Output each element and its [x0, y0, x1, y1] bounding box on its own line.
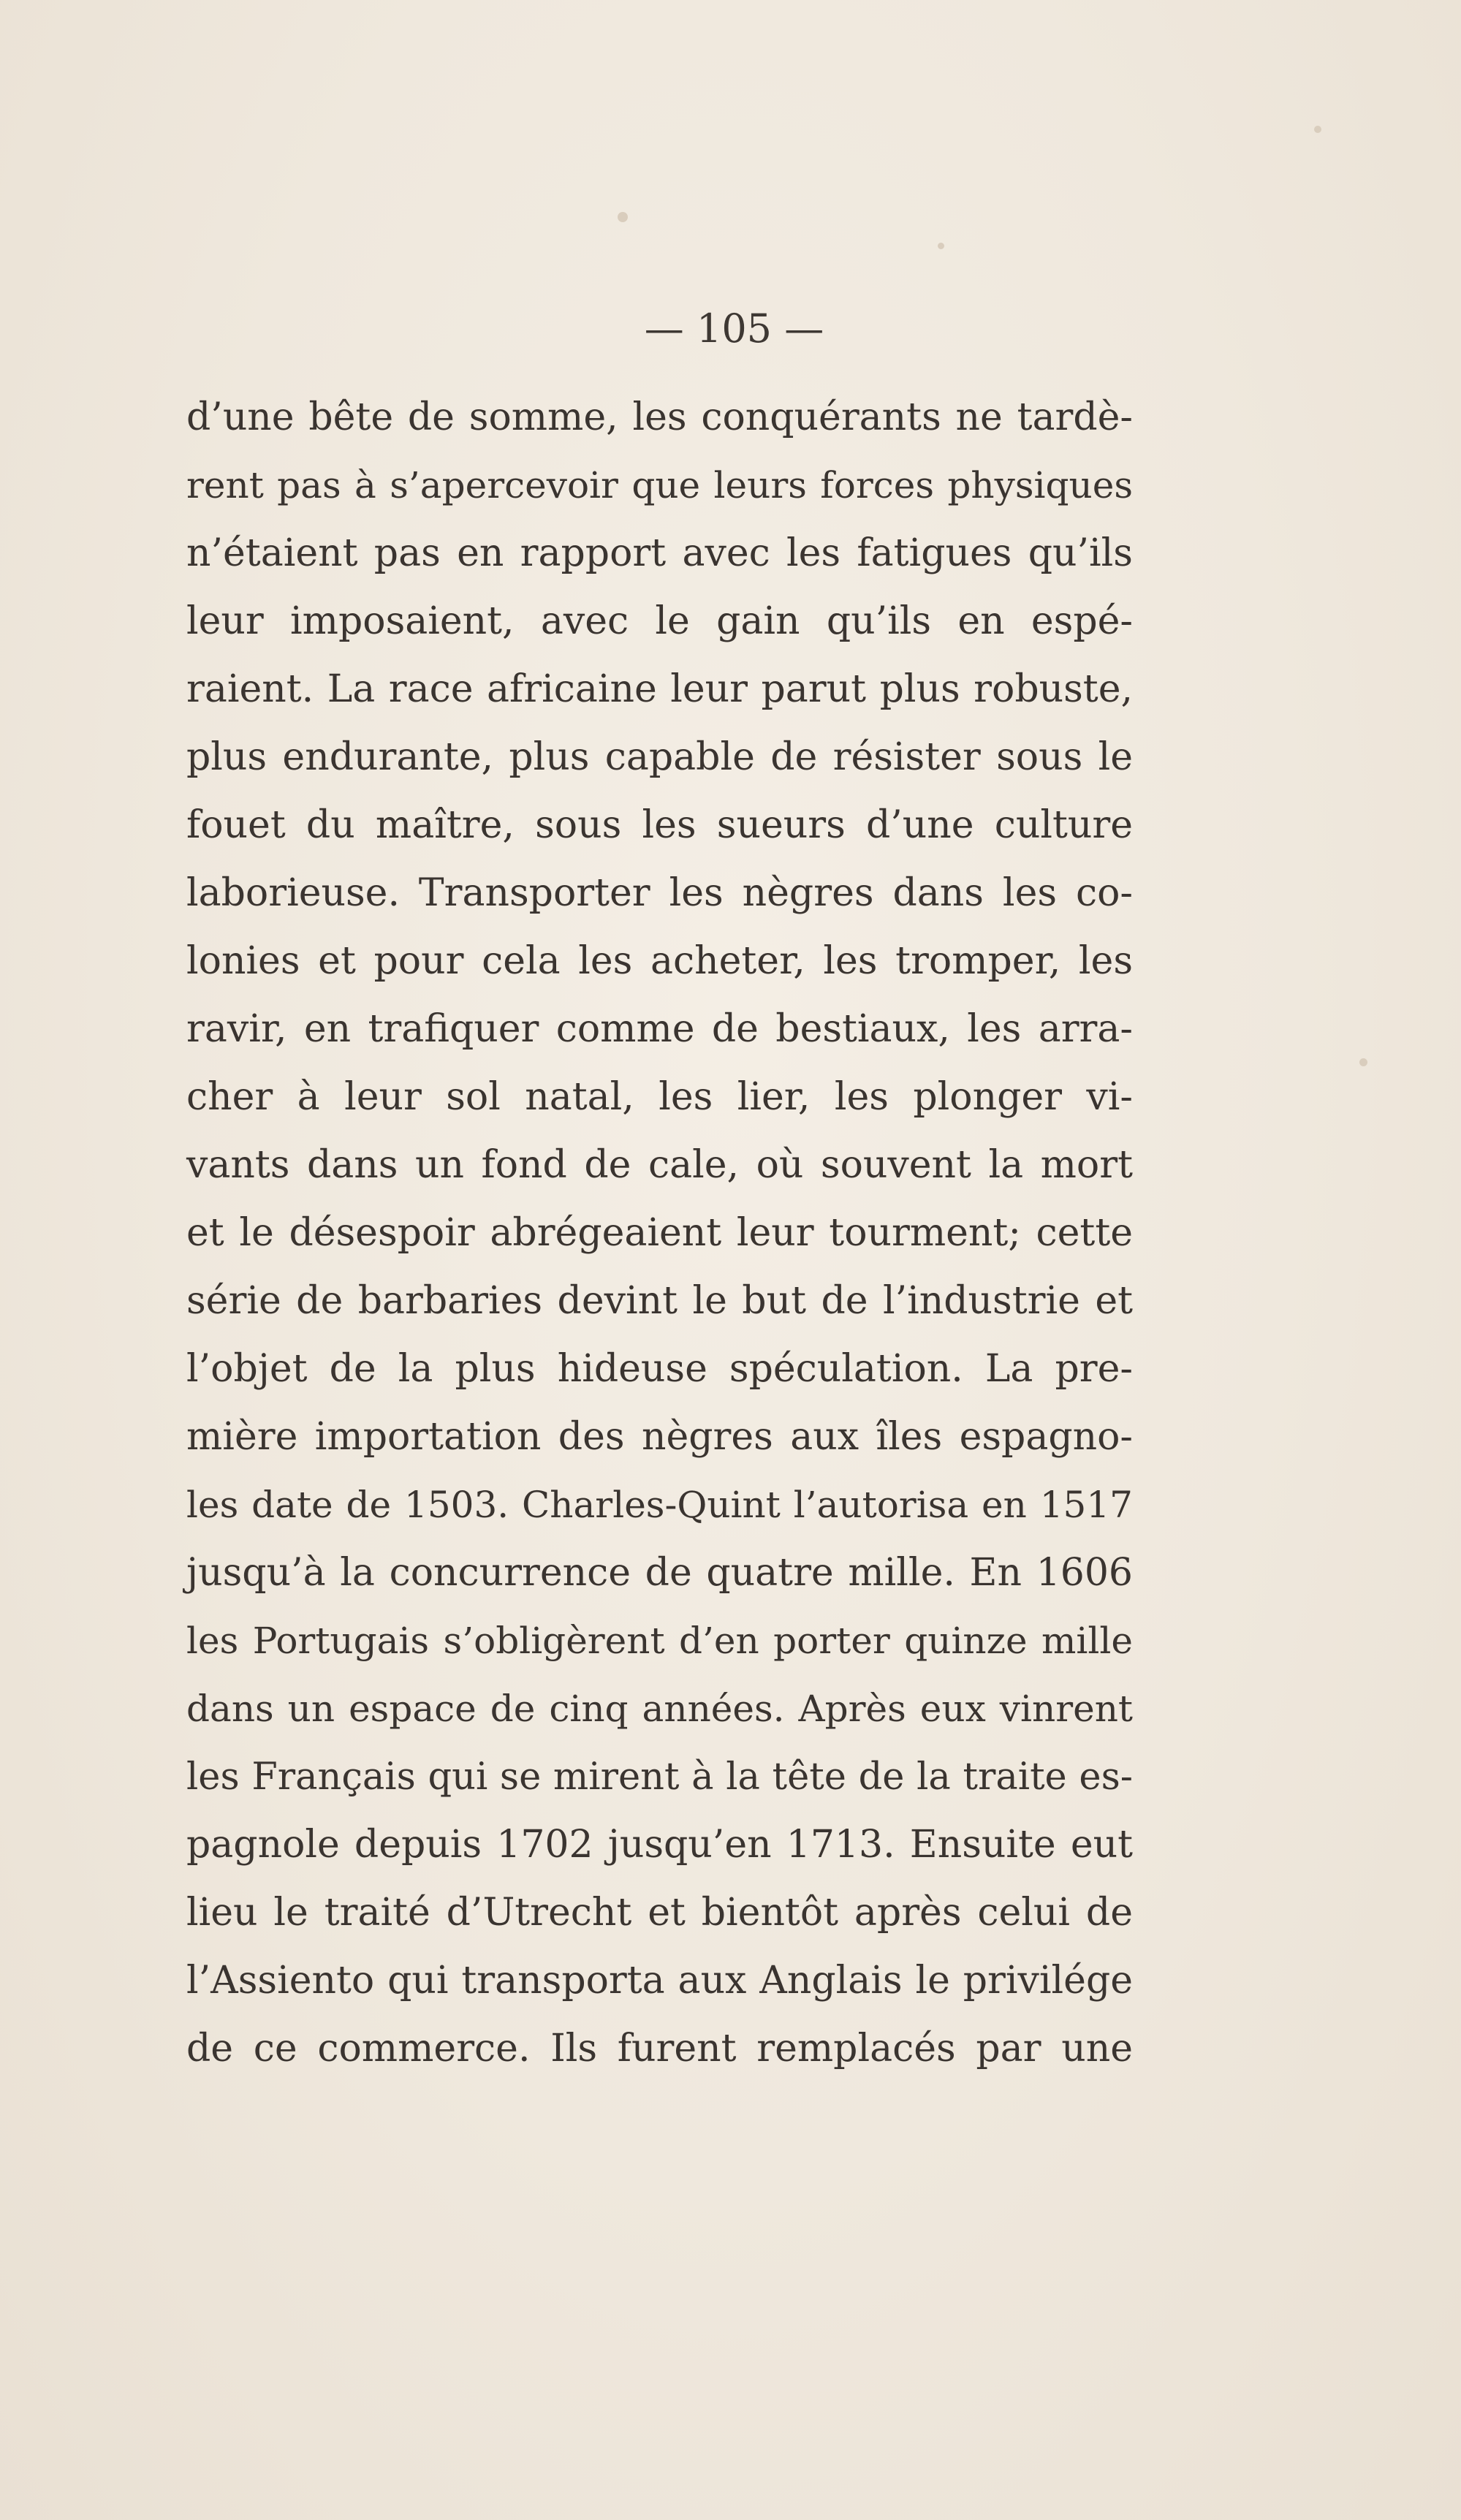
text-line: raient. La race africaine leur parut plus robuste, — [186, 667, 1133, 711]
text-line: les Portugais s’obligèrent d’en porter quinze mille — [186, 1620, 1133, 1662]
text-line: dans un espace de cinq années. Après eux vinrent — [186, 1688, 1133, 1730]
text-line: leur imposaient, avec le gain qu’ils en espé- — [186, 599, 1133, 643]
body-text — [186, 384, 1133, 2083]
paper-speck — [1359, 1058, 1367, 1066]
text-line: laborieuse. Transporter les nègres dans les co- — [186, 871, 1133, 915]
text-line: fouet du maître, sous les sueurs d’une culture — [186, 803, 1133, 847]
page-number: — 105 — — [644, 305, 824, 352]
text-line: lieu le traité d’Utrecht et bientôt après celui de — [186, 1891, 1133, 1935]
text-line: et le désespoir abrégeaient leur tourment; cette — [186, 1211, 1133, 1255]
text-line: pagnole depuis 1702 jusqu’en 1713. Ensuite eut — [186, 1823, 1133, 1867]
paper-speck — [1314, 126, 1321, 133]
text-line: n’étaient pas en rapport avec les fatigues qu’ils — [186, 531, 1133, 575]
text-line: cher à leur sol natal, les lier, les plonger vi- — [186, 1075, 1133, 1119]
paper-speck — [618, 212, 628, 222]
text-line: plus endurante, plus capable de résister sous le — [186, 735, 1133, 779]
text-line: d’une bête de somme, les conquérants ne tardè- — [186, 395, 1133, 439]
text-line: vants dans un fond de cale, où souvent la mort — [186, 1143, 1133, 1187]
paper-speck — [938, 243, 944, 249]
text-line: lonies et pour cela les acheter, les tromper, les — [186, 939, 1133, 983]
text-line: l’Assiento qui transporta aux Anglais le privilége — [186, 1959, 1133, 2003]
text-line: rent pas à s’apercevoir que leurs forces physiques — [186, 464, 1133, 506]
text-line: les Français qui se mirent à la tête de la traite es- — [186, 1756, 1133, 1799]
text-line: mière importation des nègres aux îles espagno- — [186, 1415, 1133, 1459]
text-line: ravir, en trafiquer comme de bestiaux, les arra- — [186, 1007, 1133, 1051]
text-line: les date de 1503. Charles-Quint l’autorisa en 1517 — [186, 1484, 1133, 1526]
text-line: de ce commerce. Ils furent remplacés par une — [186, 2027, 1133, 2071]
text-line: l’objet de la plus hideuse spéculation. La pre- — [186, 1347, 1133, 1391]
text-line: série de barbaries devint le but de l’industrie et — [186, 1279, 1133, 1323]
text-line: jusqu’à la concurrence de quatre mille. En 1606 — [186, 1551, 1133, 1595]
